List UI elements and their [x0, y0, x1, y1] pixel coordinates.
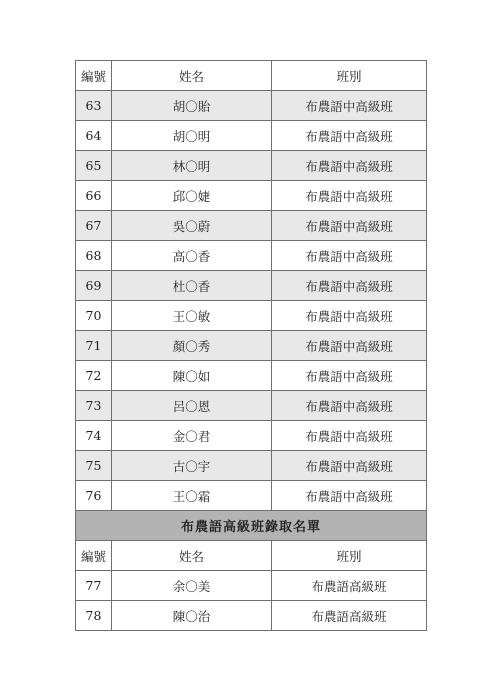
cell-no: 71	[76, 331, 112, 361]
table-row	[76, 181, 427, 211]
cell-no: 65	[76, 151, 112, 181]
cell-no: 75	[76, 451, 112, 481]
table-row	[76, 121, 427, 151]
cell-name: 胡〇貽	[112, 91, 272, 121]
cell-class: 布農語中高級班	[272, 91, 427, 121]
cell-no: 77	[76, 571, 112, 601]
header-no: 編號	[76, 61, 112, 91]
table-row	[76, 211, 427, 241]
cell-no: 74	[76, 421, 112, 451]
cell-class: 布農語中高級班	[272, 331, 427, 361]
cell-class: 布農語中高級班	[272, 481, 427, 511]
table-row	[76, 571, 427, 601]
cell-class: 布農語中高級班	[272, 121, 427, 151]
cell-class: 布農語中高級班	[272, 451, 427, 481]
table-row	[76, 451, 427, 481]
header-name: 姓名	[112, 541, 272, 571]
table-row	[76, 91, 427, 121]
header-no: 編號	[76, 541, 112, 571]
cell-name: 金〇君	[112, 421, 272, 451]
cell-class: 布農語中高級班	[272, 151, 427, 181]
cell-name: 余〇美	[112, 571, 272, 601]
cell-no: 68	[76, 241, 112, 271]
cell-class: 布農語中高級班	[272, 361, 427, 391]
cell-no: 78	[76, 601, 112, 631]
table-row	[76, 271, 427, 301]
cell-name: 古〇宇	[112, 451, 272, 481]
table-row	[76, 151, 427, 181]
cell-name: 杜〇香	[112, 271, 272, 301]
cell-class: 布農語中高級班	[272, 241, 427, 271]
table-row	[76, 301, 427, 331]
cell-class: 布農語中高級班	[272, 271, 427, 301]
cell-name: 呂〇恩	[112, 391, 272, 421]
table-row	[76, 481, 427, 511]
cell-name: 陳〇如	[112, 361, 272, 391]
cell-class: 布農語中高級班	[272, 421, 427, 451]
cell-no: 67	[76, 211, 112, 241]
header-name: 姓名	[112, 61, 272, 91]
cell-no: 73	[76, 391, 112, 421]
table-row	[76, 601, 427, 631]
cell-no: 76	[76, 481, 112, 511]
table-row	[76, 361, 427, 391]
cell-name: 王〇敏	[112, 301, 272, 331]
cell-name: 邱〇婕	[112, 181, 272, 211]
cell-no: 64	[76, 121, 112, 151]
cell-class: 布農語中高級班	[272, 391, 427, 421]
header-class: 班別	[272, 61, 427, 91]
table-body	[76, 61, 427, 631]
cell-no: 70	[76, 301, 112, 331]
table-row	[76, 331, 427, 361]
cell-name: 林〇明	[112, 151, 272, 181]
cell-class: 布農語高級班	[272, 601, 427, 631]
cell-name: 陳〇治	[112, 601, 272, 631]
table-row	[76, 391, 427, 421]
section-title: 布農語高級班錄取名單	[76, 511, 427, 541]
table-row	[76, 241, 427, 271]
cell-name: 顏〇秀	[112, 331, 272, 361]
header-class: 班別	[272, 541, 427, 571]
table-header-row	[76, 541, 427, 571]
cell-name: 胡〇明	[112, 121, 272, 151]
cell-name: 高〇香	[112, 241, 272, 271]
cell-no: 72	[76, 361, 112, 391]
cell-name: 王〇霜	[112, 481, 272, 511]
cell-no: 63	[76, 91, 112, 121]
cell-class: 布農語中高級班	[272, 181, 427, 211]
table-header-row	[76, 61, 427, 91]
cell-class: 布農語中高級班	[272, 211, 427, 241]
admission-list-table	[75, 60, 427, 631]
cell-class: 布農語中高級班	[272, 301, 427, 331]
cell-no: 66	[76, 181, 112, 211]
cell-class: 布農語高級班	[272, 571, 427, 601]
cell-no: 69	[76, 271, 112, 301]
section-title-row	[76, 511, 427, 541]
cell-name: 吳〇蔚	[112, 211, 272, 241]
table-row	[76, 421, 427, 451]
